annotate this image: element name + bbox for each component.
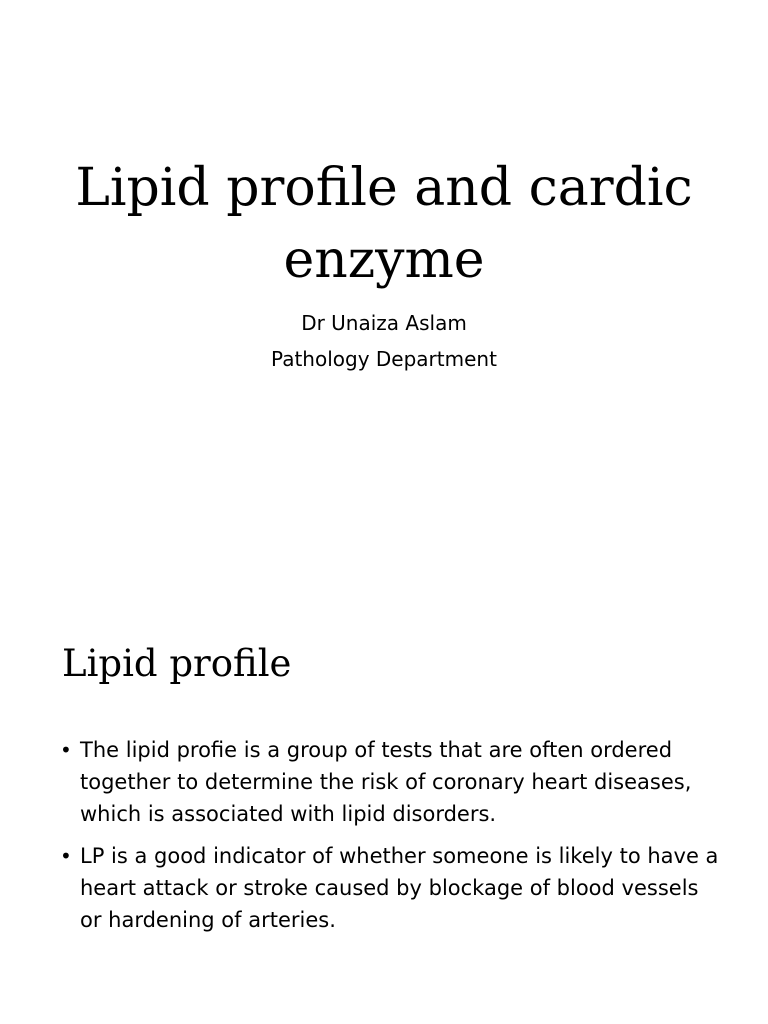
- bullet-icon: •: [60, 738, 72, 762]
- bullet-item: [60, 734, 720, 830]
- content-slide: [0, 512, 768, 1024]
- section-title: Lipid profile: [62, 642, 292, 685]
- subtitle-block: [40, 305, 728, 377]
- bullet-text: The lipid profie is a group of tests that are often ordered together to determine the risk of coronary heart diseases, which is associated with lipid disorders.: [80, 738, 692, 826]
- bullet-icon: •: [60, 844, 72, 868]
- department-name: Pathology Department: [271, 347, 497, 371]
- presentation-title: Lipid profile and cardic enzyme: [75, 158, 693, 290]
- author-name: Dr Unaiza Aslam: [301, 311, 467, 335]
- bullet-item: [60, 840, 720, 936]
- bullet-list: [60, 734, 720, 946]
- bullet-text: LP is a good indicator of whether someone is likely to have a heart attack or stroke caused by blockage of blood vessels or hardening of arteries.: [80, 844, 719, 932]
